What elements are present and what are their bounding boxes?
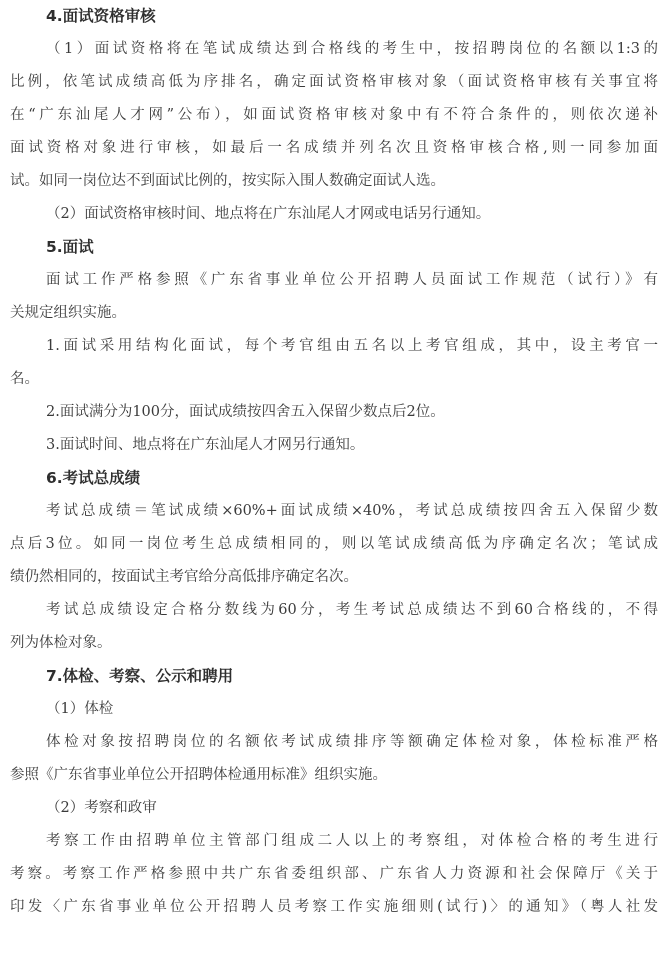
paragraph-line: 参照《广东省事业单位公开招聘体检通用标准》组织实施。 bbox=[10, 767, 387, 783]
paragraph-line: （2）面试资格审核时间、地点将在广东汕尾人才网或电话另行通知。 bbox=[46, 206, 491, 222]
paragraph-line: 体检对象按招聘岗位的名额依考试成绩排序等额确定体检对象，体检标准严格 bbox=[46, 734, 658, 750]
paragraph-line: 在“广东汕尾人才网”公布），如面试资格审核对象中有不符合条件的，则依次递补 bbox=[10, 107, 658, 123]
paragraph-line: 试。如同一岗位达不到面试比例的，按实际入围人数确定面试人选。 bbox=[10, 173, 445, 189]
paragraph-line: （1）面试资格将在笔试成绩达到合格线的考生中，按招聘岗位的名额以1:3的 bbox=[46, 41, 658, 57]
paragraph-line: 考察工作由招聘单位主管部门组成二人以上的考察组，对体检合格的考生进行 bbox=[46, 833, 658, 849]
heading-physical-exam-hiring: 7.体检、考察、公示和聘用 bbox=[46, 667, 234, 685]
paragraph-line: 点后3位。如同一岗位考生总成绩相同的，则以笔试成绩高低为序确定名次；笔试成 bbox=[10, 536, 658, 552]
paragraph-line: 考试总成绩＝笔试成绩×60%+面试成绩×40%，考试总成绩按四舍五入保留少数 bbox=[46, 503, 658, 519]
subheading-physical-exam: （1）体检 bbox=[46, 701, 114, 717]
heading-interview-qualification: 4.面试资格审核 bbox=[46, 7, 156, 25]
paragraph-line: 名。 bbox=[10, 371, 39, 387]
paragraph-line: 绩仍然相同的，按面试主考官给分高低排序确定名次。 bbox=[10, 569, 358, 585]
heading-total-score: 6.考试总成绩 bbox=[46, 469, 141, 487]
paragraph-line: 列为体检对象。 bbox=[10, 635, 112, 651]
heading-interview: 5.面试 bbox=[46, 238, 94, 256]
paragraph-line: 面试工作严格参照《广东省事业单位公开招聘人员面试工作规范（试行）》有 bbox=[46, 272, 658, 288]
paragraph-line: 比例，依笔试成绩高低为序排名，确定面试资格审核对象（面试资格审核有关事宜将 bbox=[10, 74, 658, 90]
subheading-investigation: （2）考察和政审 bbox=[46, 800, 157, 816]
paragraph-line: 3.面试时间、地点将在广东汕尾人才网另行通知。 bbox=[46, 437, 365, 453]
paragraph-line: 考试总成绩设定合格分数线为60分，考生考试总成绩达不到60合格线的，不得 bbox=[46, 602, 658, 618]
paragraph-line: 考察。考察工作严格参照中共广东省委组织部、广东省人力资源和社会保障厅《关于 bbox=[10, 866, 658, 882]
paragraph-line: 1.面试采用结构化面试，每个考官组由五名以上考官组成，其中，设主考官一 bbox=[46, 338, 658, 354]
paragraph-line: 关规定组织实施。 bbox=[10, 305, 126, 321]
paragraph-line: 面试资格对象进行审核，如最后一名成绩并列名次且资格审核合格,则一同参加面 bbox=[10, 140, 658, 156]
paragraph-line: 2.面试满分为100分，面试成绩按四舍五入保留少数点后2位。 bbox=[46, 404, 445, 420]
paragraph-line: 印发〈广东省事业单位公开招聘人员考察工作实施细则(试行)〉的通知》（粤人社发 bbox=[10, 899, 658, 915]
